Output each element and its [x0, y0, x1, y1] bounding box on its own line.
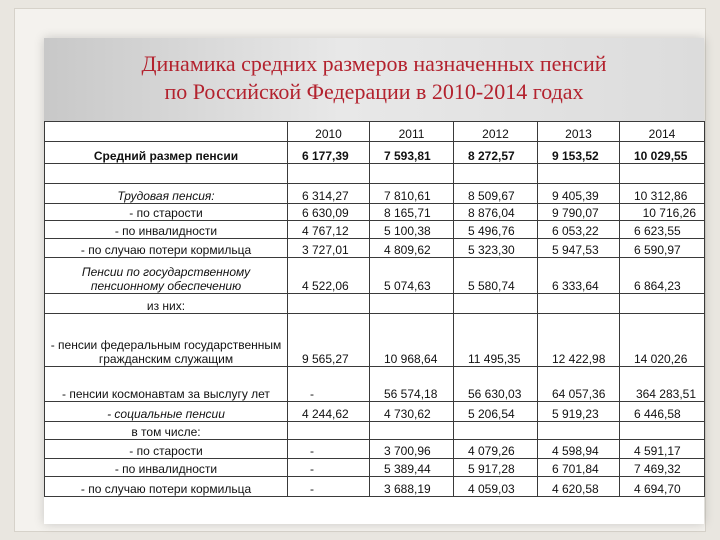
header-corner	[45, 122, 288, 142]
table-row	[45, 422, 705, 440]
cell-value: 4 730,62	[370, 402, 454, 422]
cell-value: 6 864,23	[620, 258, 705, 294]
cell-value	[620, 422, 705, 440]
cell-value: 56 630,03	[454, 367, 538, 402]
cell-value: 364 283,51	[620, 367, 705, 402]
year-header: 2013	[538, 122, 620, 142]
cell-value: 7 593,81	[370, 142, 454, 164]
cell-value: 10 716,26	[620, 204, 705, 221]
cell-value	[620, 164, 705, 184]
cell-value: 5 919,23	[538, 402, 620, 422]
cell-value: 4 059,03	[454, 477, 538, 497]
year-header: 2011	[370, 122, 454, 142]
cell-value: 4 809,62	[370, 239, 454, 258]
cell-value: -	[288, 477, 370, 497]
cell-value: 7 469,32	[620, 459, 705, 477]
cell-value: 9 153,52	[538, 142, 620, 164]
cell-value: 6 333,64	[538, 258, 620, 294]
row-label: - по инвалидности	[45, 459, 288, 477]
cell-value: 12 422,98	[538, 314, 620, 367]
cell-value: 9 790,07	[538, 204, 620, 221]
table-row	[45, 239, 705, 258]
slide-background	[14, 8, 706, 532]
row-label: Средний размер пенсии	[45, 142, 288, 164]
cell-value: 56 574,18	[370, 367, 454, 402]
cell-value	[538, 294, 620, 314]
cell-value: 4 591,17	[620, 440, 705, 459]
cell-value: 6 590,97	[620, 239, 705, 258]
cell-value	[288, 294, 370, 314]
row-label: в том числе:	[45, 422, 288, 440]
table-row	[45, 164, 705, 184]
cell-value: 4 079,26	[454, 440, 538, 459]
table-row	[45, 314, 705, 367]
cell-value: 8 165,71	[370, 204, 454, 221]
year-header: 2012	[454, 122, 538, 142]
cell-value: 4 244,62	[288, 402, 370, 422]
table-row	[45, 367, 705, 402]
cell-value: 6 314,27	[288, 184, 370, 204]
cell-value	[538, 164, 620, 184]
cell-value: 6 623,55	[620, 221, 705, 239]
table-row	[45, 402, 705, 422]
cell-value: 4 522,06	[288, 258, 370, 294]
cell-value: 9 565,27	[288, 314, 370, 367]
cell-value: 8 509,67	[454, 184, 538, 204]
cell-value: 5 917,28	[454, 459, 538, 477]
pension-table	[44, 121, 705, 497]
header-row	[45, 122, 705, 142]
cell-value: 5 947,53	[538, 239, 620, 258]
table-row	[45, 142, 705, 164]
title-band	[44, 38, 704, 121]
cell-value: -	[288, 367, 370, 402]
row-label: - по случаю потери кормильца	[45, 239, 288, 258]
cell-value	[538, 422, 620, 440]
row-label: Трудовая пенсия:	[45, 184, 288, 204]
row-label: - пенсии космонавтам за выслугу лет	[45, 367, 288, 402]
cell-value: 8 272,57	[454, 142, 538, 164]
cell-value: 5 323,30	[454, 239, 538, 258]
cell-value	[370, 422, 454, 440]
table-row	[45, 184, 705, 204]
cell-value: -	[288, 459, 370, 477]
table-row	[45, 258, 705, 294]
cell-value	[370, 164, 454, 184]
year-header: 2010	[288, 122, 370, 142]
row-label: из них:	[45, 294, 288, 314]
cell-value	[620, 294, 705, 314]
cell-value: 3 700,96	[370, 440, 454, 459]
cell-value: 10 968,64	[370, 314, 454, 367]
cell-value: 6 701,84	[538, 459, 620, 477]
cell-value	[454, 164, 538, 184]
year-header: 2014	[620, 122, 705, 142]
cell-value: 64 057,36	[538, 367, 620, 402]
cell-value: 4 620,58	[538, 477, 620, 497]
title-line-2: по Российской Федерации в 2010-2014 годах	[164, 79, 584, 104]
title-line-1: Динамика средних размеров назначенных пенсий	[141, 51, 607, 76]
cell-value: 4 598,94	[538, 440, 620, 459]
cell-value	[370, 294, 454, 314]
cell-value: 8 876,04	[454, 204, 538, 221]
row-label	[45, 164, 288, 184]
cell-value: 10 029,55	[620, 142, 705, 164]
table-row	[45, 294, 705, 314]
cell-value: 14 020,26	[620, 314, 705, 367]
table-row	[45, 459, 705, 477]
cell-value	[454, 294, 538, 314]
cell-value: 9 405,39	[538, 184, 620, 204]
cell-value: 11 495,35	[454, 314, 538, 367]
cell-value	[288, 164, 370, 184]
table-row	[45, 204, 705, 221]
slide-card	[44, 38, 704, 524]
slide-title	[44, 50, 704, 106]
cell-value: 6 053,22	[538, 221, 620, 239]
row-label: - социальные пенсии	[45, 402, 288, 422]
row-label: - пенсии федеральным государственным гражданским служащим	[45, 314, 288, 367]
cell-value: 5 496,76	[454, 221, 538, 239]
cell-value: 6 446,58	[620, 402, 705, 422]
cell-value: 6 177,39	[288, 142, 370, 164]
cell-value: 10 312,86	[620, 184, 705, 204]
cell-value: 5 206,54	[454, 402, 538, 422]
cell-value: 4 767,12	[288, 221, 370, 239]
cell-value	[288, 422, 370, 440]
cell-value: 4 694,70	[620, 477, 705, 497]
cell-value: 5 389,44	[370, 459, 454, 477]
table-row	[45, 440, 705, 459]
row-label: - по инвалидности	[45, 221, 288, 239]
row-label: - по старости	[45, 204, 288, 221]
row-label: - по старости	[45, 440, 288, 459]
cell-value: 3 727,01	[288, 239, 370, 258]
cell-value: 3 688,19	[370, 477, 454, 497]
cell-value	[454, 422, 538, 440]
table-row	[45, 221, 705, 239]
cell-value: 5 580,74	[454, 258, 538, 294]
row-label: Пенсии по государственному пенсионному обеспечению	[45, 258, 288, 294]
cell-value: 7 810,61	[370, 184, 454, 204]
row-label: - по случаю потери кормильца	[45, 477, 288, 497]
cell-value: 5 074,63	[370, 258, 454, 294]
table-row	[45, 477, 705, 497]
cell-value: -	[288, 440, 370, 459]
cell-value: 6 630,09	[288, 204, 370, 221]
cell-value: 5 100,38	[370, 221, 454, 239]
